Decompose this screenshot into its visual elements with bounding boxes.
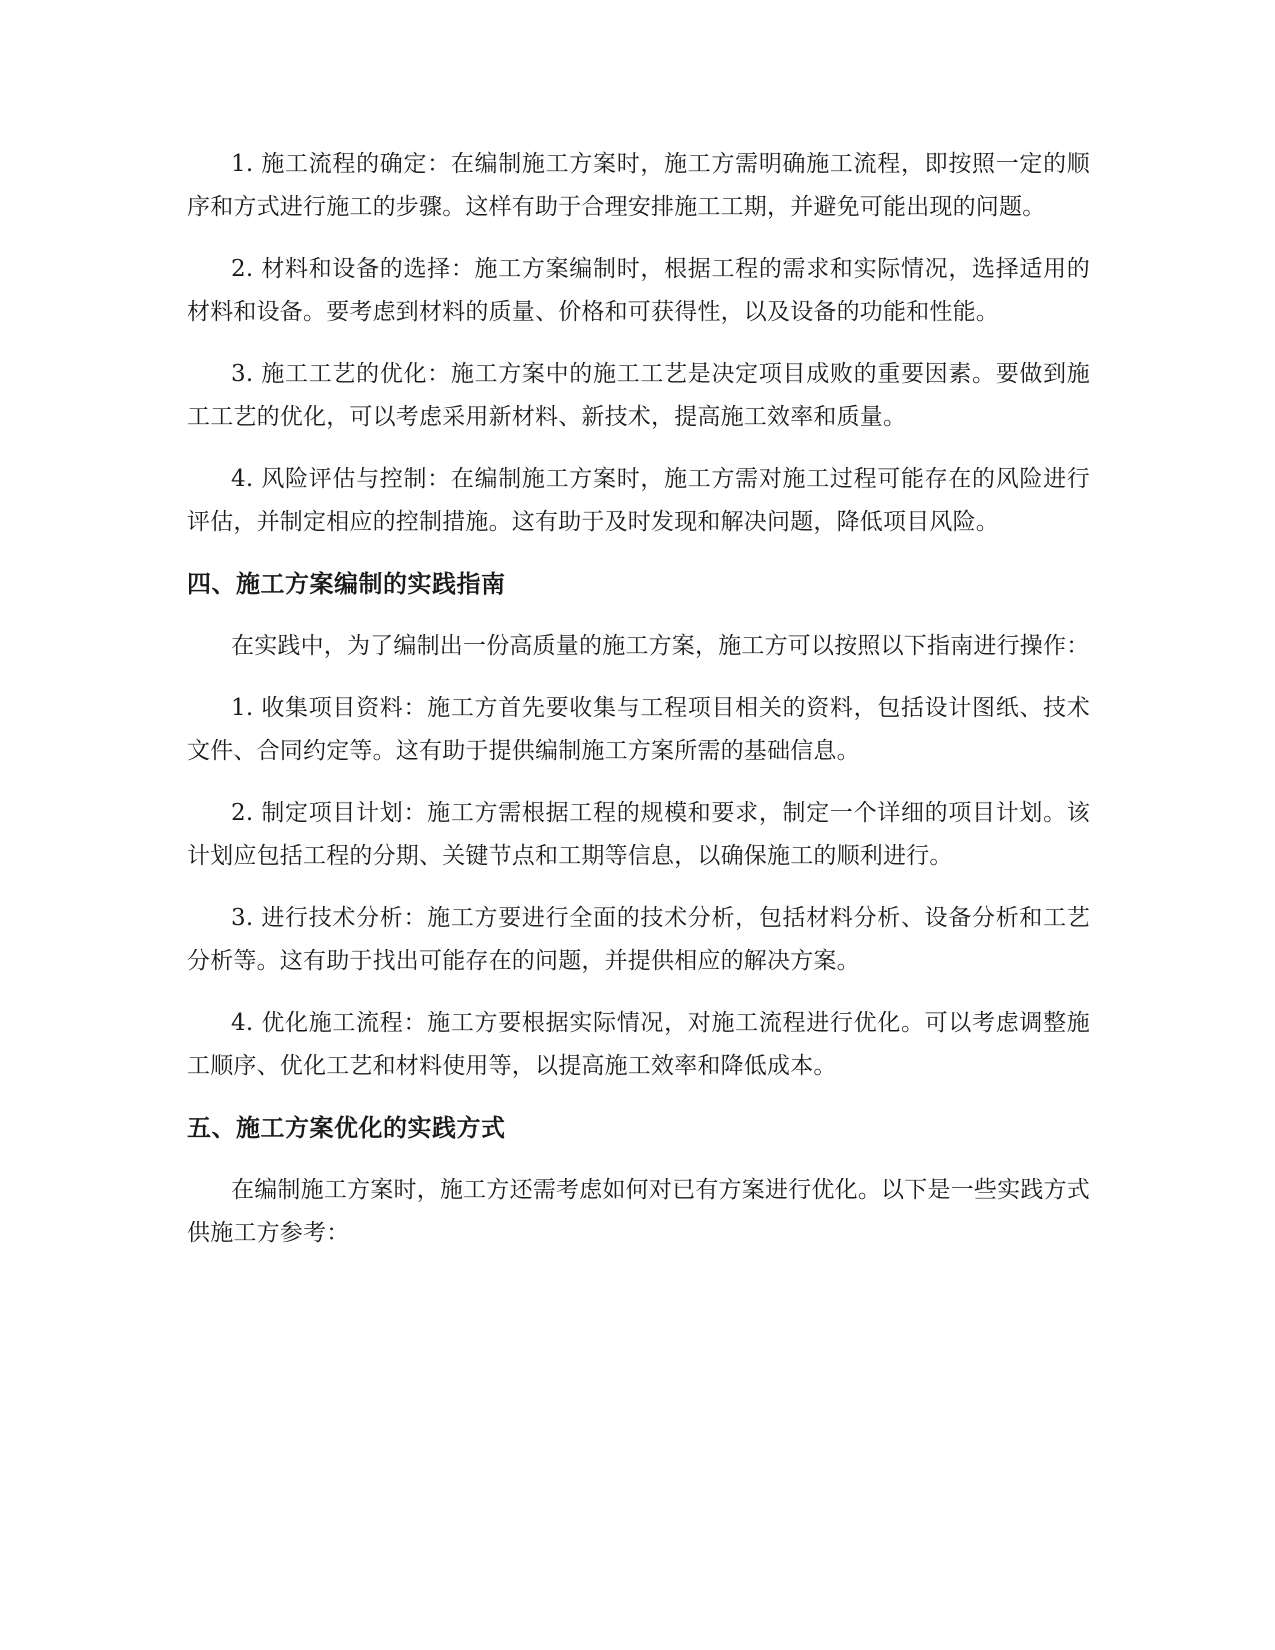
paragraph-collect-materials: 1. 收集项目资料：施工方首先要收集与工程项目相关的资料，包括设计图纸、技术文件、合同约定等。这有助于提供编制施工方案所需的基础信息。 — [187, 695, 1090, 764]
paragraph-technical-analysis: 3. 进行技术分析：施工方要进行全面的技术分析，包括材料分析、设备分析和工艺分析等。这有助于找出可能存在的问题，并提供相应的解决方案。 — [187, 905, 1090, 974]
paragraph-process-optimization: 3. 施工工艺的优化：施工方案中的施工工艺是决定项目成败的重要因素。要做到施工工艺的优化，可以考虑采用新材料、新技术，提高施工效率和质量。 — [187, 361, 1090, 430]
paragraph-construction-process: 1. 施工流程的确定：在编制施工方案时，施工方需明确施工流程，即按照一定的顺序和方式进行施工的步骤。这样有助于合理安排施工工期，并避免可能出现的问题。 — [187, 151, 1090, 220]
section-heading-optimization-methods: 五、施工方案优化的实践方式 — [187, 1114, 506, 1142]
paragraph-optimization-intro: 在编制施工方案时，施工方还需考虑如何对已有方案进行优化。以下是一些实践方式供施工方参考： — [187, 1177, 1090, 1246]
section-heading-practice-guide: 四、施工方案编制的实践指南 — [187, 570, 506, 598]
paragraph-project-plan: 2. 制定项目计划：施工方需根据工程的规模和要求，制定一个详细的项目计划。该计划应包括工程的分期、关键节点和工期等信息，以确保施工的顺利进行。 — [187, 800, 1090, 869]
paragraph-optimize-process: 4. 优化施工流程：施工方要根据实际情况，对施工流程进行优化。可以考虑调整施工顺序、优化工艺和材料使用等，以提高施工效率和降低成本。 — [187, 1010, 1090, 1079]
document-body — [187, 143, 1090, 1274]
paragraph-practice-intro: 在实践中，为了编制出一份高质量的施工方案，施工方可以按照以下指南进行操作： — [231, 633, 1090, 659]
paragraph-risk-assessment: 4. 风险评估与控制：在编制施工方案时，施工方需对施工过程可能存在的风险进行评估，并制定相应的控制措施。这有助于及时发现和解决问题，降低项目风险。 — [187, 466, 1090, 535]
paragraph-materials-equipment: 2. 材料和设备的选择：施工方案编制时，根据工程的需求和实际情况，选择适用的材料和设备。要考虑到材料的质量、价格和可获得性，以及设备的功能和性能。 — [187, 256, 1090, 325]
